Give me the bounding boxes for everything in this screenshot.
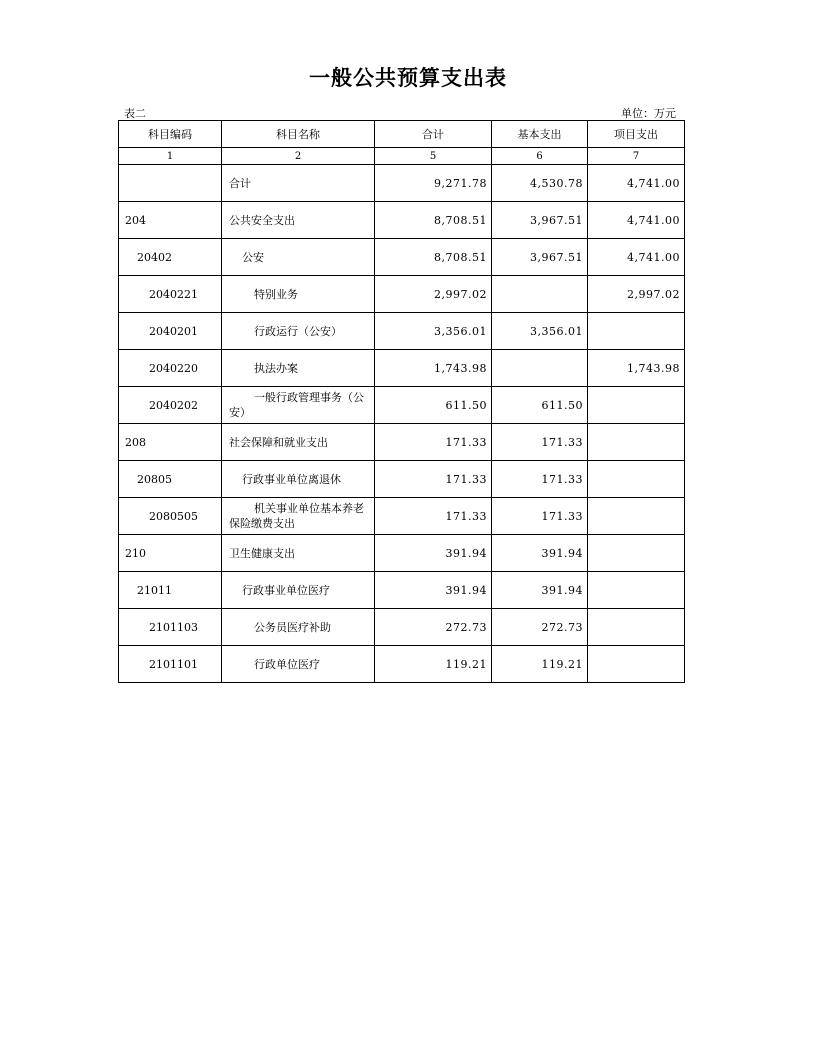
header-total: 合计 [375, 121, 492, 148]
row-name: 一般行政管理事务（公安） [222, 387, 375, 424]
row-code: 2040202 [119, 387, 222, 424]
table-row [119, 572, 685, 609]
row-project [588, 572, 685, 609]
row-project [588, 646, 685, 683]
header-basic: 基本支出 [492, 121, 588, 148]
table-row [119, 202, 685, 239]
row-project [588, 313, 685, 350]
table-row [119, 165, 685, 202]
row-basic: 3,356.01 [492, 313, 588, 350]
row-project [588, 535, 685, 572]
table-row [119, 609, 685, 646]
row-code [119, 165, 222, 202]
row-project [588, 461, 685, 498]
table-row [119, 424, 685, 461]
row-total: 1,743.98 [375, 350, 492, 387]
row-project [588, 387, 685, 424]
row-total: 171.33 [375, 498, 492, 535]
row-total: 8,708.51 [375, 202, 492, 239]
row-name: 行政单位医疗 [222, 646, 375, 683]
table-row [119, 239, 685, 276]
row-basic: 611.50 [492, 387, 588, 424]
row-name: 行政事业单位医疗 [222, 572, 375, 609]
row-total: 2,997.02 [375, 276, 492, 313]
row-total: 3,356.01 [375, 313, 492, 350]
row-basic: 272.73 [492, 609, 588, 646]
row-name: 合计 [222, 165, 375, 202]
row-name: 公共安全支出 [222, 202, 375, 239]
column-number-row [119, 148, 685, 165]
row-project: 4,741.00 [588, 165, 685, 202]
table-row [119, 387, 685, 424]
row-total: 171.33 [375, 424, 492, 461]
row-code: 2040220 [119, 350, 222, 387]
table-row [119, 313, 685, 350]
row-total: 8,708.51 [375, 239, 492, 276]
table-row [119, 646, 685, 683]
row-code: 2040201 [119, 313, 222, 350]
page-title: 一般公共预算支出表 [309, 66, 507, 90]
row-name: 执法办案 [222, 350, 375, 387]
row-code: 210 [119, 535, 222, 572]
row-project: 4,741.00 [588, 239, 685, 276]
column-number: 2 [222, 148, 375, 165]
row-total: 391.94 [375, 535, 492, 572]
table-row [119, 498, 685, 535]
row-total: 9,271.78 [375, 165, 492, 202]
row-basic: 3,967.51 [492, 239, 588, 276]
row-name: 公安 [222, 239, 375, 276]
header-row [119, 121, 685, 148]
table-body [119, 165, 685, 683]
row-code: 204 [119, 202, 222, 239]
column-number: 5 [375, 148, 492, 165]
table-row [119, 276, 685, 313]
row-basic: 4,530.78 [492, 165, 588, 202]
row-basic: 3,967.51 [492, 202, 588, 239]
row-basic: 391.94 [492, 572, 588, 609]
row-name: 公务员医疗补助 [222, 609, 375, 646]
column-number: 6 [492, 148, 588, 165]
row-code: 2080505 [119, 498, 222, 535]
row-code: 20402 [119, 239, 222, 276]
row-name: 机关事业单位基本养老保险缴费支出 [222, 498, 375, 535]
budget-table [118, 120, 685, 683]
row-code: 20805 [119, 461, 222, 498]
column-number: 1 [119, 148, 222, 165]
row-project [588, 609, 685, 646]
row-name: 特别业务 [222, 276, 375, 313]
row-basic: 391.94 [492, 535, 588, 572]
row-basic: 171.33 [492, 461, 588, 498]
row-basic: 171.33 [492, 424, 588, 461]
row-name: 行政事业单位离退休 [222, 461, 375, 498]
row-name: 社会保障和就业支出 [222, 424, 375, 461]
header-code: 科目编码 [119, 121, 222, 148]
row-name: 卫生健康支出 [222, 535, 375, 572]
row-project [588, 498, 685, 535]
row-code: 208 [119, 424, 222, 461]
row-project: 4,741.00 [588, 202, 685, 239]
table-row [119, 535, 685, 572]
row-basic: 171.33 [492, 498, 588, 535]
table-row [119, 461, 685, 498]
row-total: 272.73 [375, 609, 492, 646]
unit-label: 单位：万元 [621, 107, 676, 120]
column-number: 7 [588, 148, 685, 165]
row-total: 119.21 [375, 646, 492, 683]
header-project: 项目支出 [588, 121, 685, 148]
row-basic [492, 350, 588, 387]
row-project: 2,997.02 [588, 276, 685, 313]
row-code: 21011 [119, 572, 222, 609]
row-basic [492, 276, 588, 313]
table-label: 表二 [124, 107, 146, 120]
row-total: 611.50 [375, 387, 492, 424]
row-total: 391.94 [375, 572, 492, 609]
row-code: 2101103 [119, 609, 222, 646]
row-code: 2040221 [119, 276, 222, 313]
table-row [119, 350, 685, 387]
row-total: 171.33 [375, 461, 492, 498]
row-code: 2101101 [119, 646, 222, 683]
row-name: 行政运行（公安） [222, 313, 375, 350]
header-name: 科目名称 [222, 121, 375, 148]
row-basic: 119.21 [492, 646, 588, 683]
row-project: 1,743.98 [588, 350, 685, 387]
row-project [588, 424, 685, 461]
